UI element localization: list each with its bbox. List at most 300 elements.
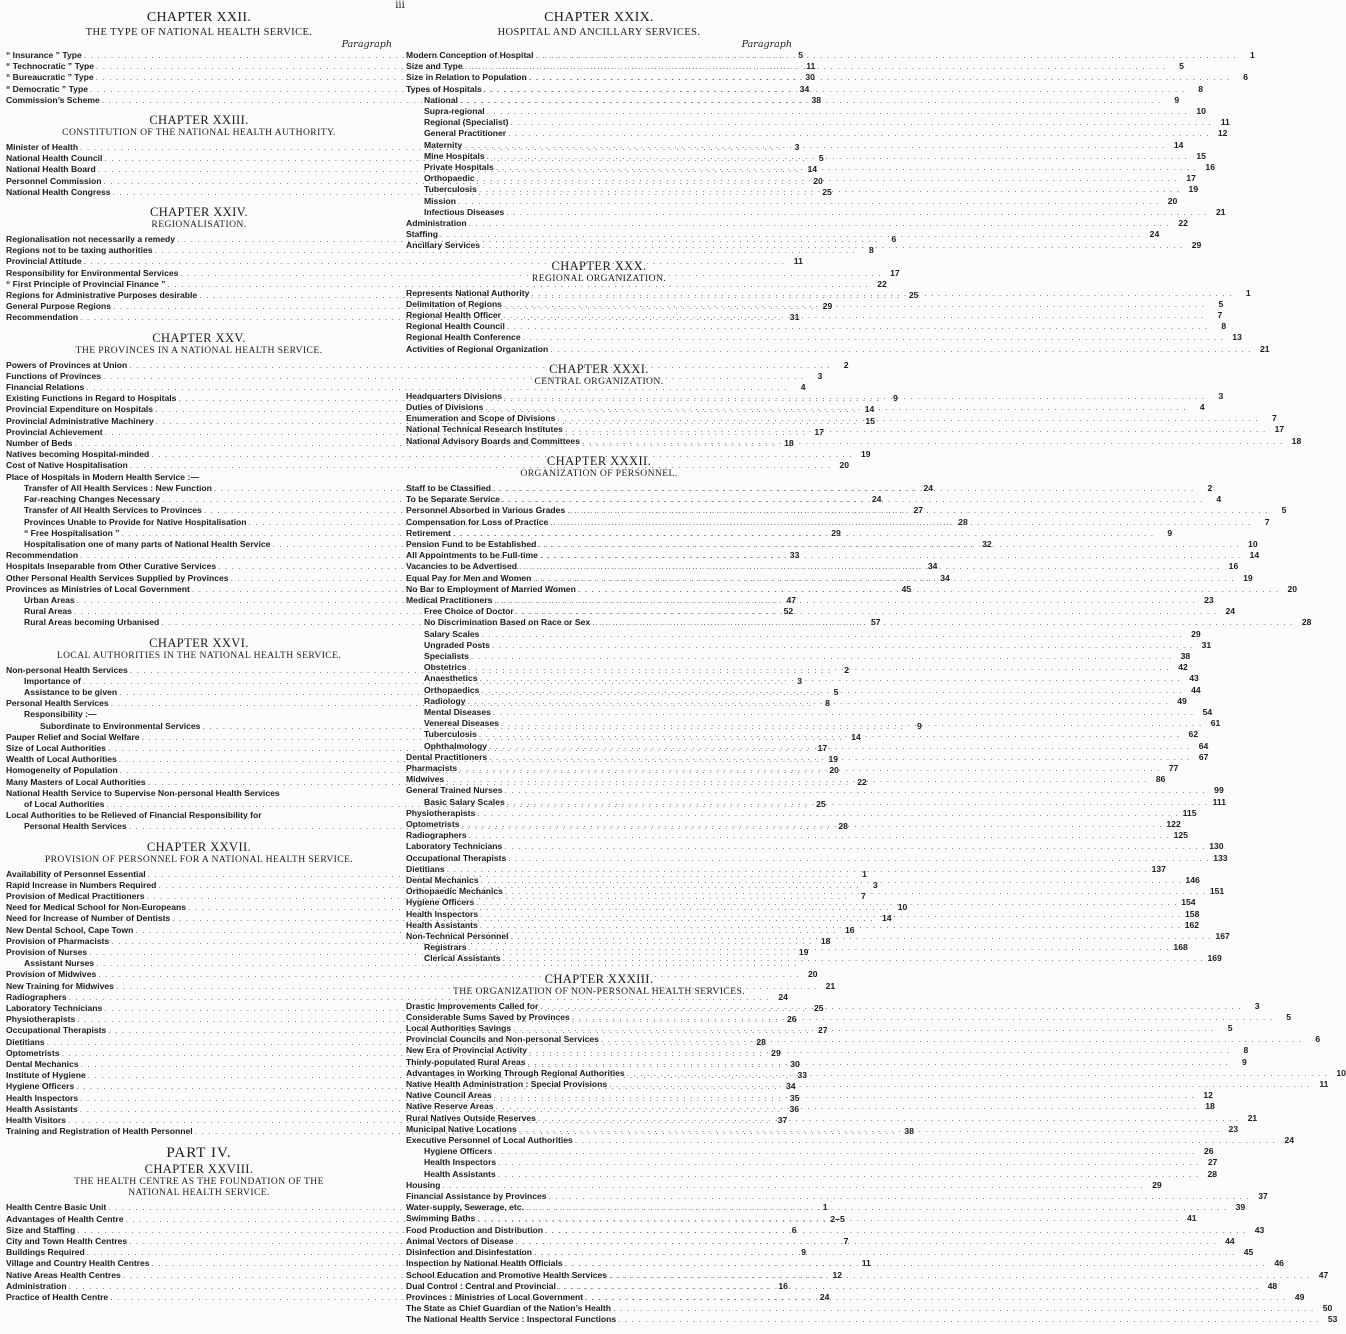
toc-entry xyxy=(406,1045,1249,1056)
toc-entry-paragraph: 43 xyxy=(1189,673,1199,684)
toc-entry-paragraph: 162 xyxy=(1184,919,1200,930)
toc-entry-title: Staffing xyxy=(406,229,438,240)
toc-entry-paragraph: 25 xyxy=(822,186,832,197)
toc-entry-title: Physiotherapists xyxy=(406,807,476,818)
toc-entry xyxy=(406,1112,1258,1124)
toc-entry xyxy=(406,195,1178,207)
toc-entry-paragraph: 21 xyxy=(1259,343,1270,354)
toc-entry-title: Native Council Areas xyxy=(406,1090,492,1101)
toc-entry-title: Provinces as Ministries of Local Government xyxy=(6,583,190,594)
dot-leader xyxy=(523,332,1224,343)
toc-entry-paragraph: 10 xyxy=(1336,1067,1346,1078)
toc-entry-paragraph: 167 xyxy=(1215,931,1230,942)
toc-entry-title: New Era of Provincial Activity xyxy=(406,1045,527,1056)
toc-entry xyxy=(406,1247,1254,1258)
toc-entry-title: Many Masters of Local Authorities xyxy=(6,776,146,787)
toc-entry-paragraph: 12 xyxy=(1217,128,1228,139)
chapter-title: LOCAL AUTHORITIES IN THE NATIONAL HEALTH SERVICE. xyxy=(56,649,342,661)
toc-entry-paragraph: 7 xyxy=(1264,516,1270,527)
toc-entry-title: Registrars xyxy=(424,942,467,953)
toc-entry-title: Financial Relations xyxy=(6,382,85,393)
toc-entry-title: Executive Personnel of Local Authorities xyxy=(406,1135,573,1146)
toc-entry-paragraph: 27 xyxy=(817,1025,828,1036)
toc-entry-paragraph: 5 xyxy=(798,50,804,60)
dot-leader xyxy=(501,718,1202,729)
toc-entry-paragraph: 25 xyxy=(908,290,919,301)
chapter-title: THE PROVINCES IN A NATIONAL HEALTH SERVICE. xyxy=(75,344,323,356)
toc-entry-paragraph: 5 xyxy=(1281,505,1287,516)
toc-entry-paragraph: 14 xyxy=(1249,550,1260,561)
chapter-heading: CHAPTER XXXII. xyxy=(546,453,652,468)
toc-entry-paragraph: 45 xyxy=(1243,1247,1254,1258)
toc-entry-title: Clerical Assistants xyxy=(424,953,501,964)
toc-entry-title: Native Areas Health Centres xyxy=(6,1269,121,1280)
dot-leader xyxy=(545,1225,1246,1236)
toc-entry-title: Thinly-populated Rural Areas xyxy=(406,1056,526,1067)
dot-leader xyxy=(487,106,1188,117)
toc-entry-title: Provinces Unable to Provide for Native Hospitalisation xyxy=(24,516,247,527)
paragraph-label: Paragraph xyxy=(341,39,392,50)
dot-leader xyxy=(582,436,1283,447)
toc-entry-title: Administration xyxy=(6,1280,67,1291)
toc-entry-paragraph: 4 xyxy=(800,382,806,393)
toc-entry xyxy=(406,1280,1278,1292)
toc-entry-paragraph: 34 xyxy=(927,561,938,572)
dot-leader xyxy=(572,1012,1273,1023)
toc-entry-paragraph: 29 xyxy=(1152,1179,1162,1190)
toc-entry-paragraph: 37 xyxy=(777,1115,788,1126)
toc-entry-title: Considerable Sums Saved by Provinces xyxy=(406,1011,570,1022)
toc-entry xyxy=(406,50,1255,61)
toc-entry-title: National Health Congress xyxy=(6,186,111,197)
toc-entry-title: Other Personal Health Services Supplied by Provinces xyxy=(6,572,229,583)
toc-entry-title: The National Health Service : Inspectoral Functions xyxy=(406,1314,617,1325)
toc-entry-paragraph: 24 xyxy=(1284,1135,1295,1146)
toc-entry-paragraph: 11 xyxy=(1319,1079,1329,1090)
toc-entry-paragraph: 2 xyxy=(1207,482,1213,493)
toc-entry-paragraph: 16 xyxy=(778,1280,788,1291)
toc-entry xyxy=(406,863,1166,875)
toc-entry-title: Rapid Increase in Numbers Required xyxy=(6,879,157,890)
chapter-title: THE ORGANIZATION OF NON-PERSONAL HEALTH SERVICES. xyxy=(452,985,746,997)
dot-leader xyxy=(529,72,1230,83)
toc-entry-paragraph: 1 xyxy=(822,1202,828,1213)
toc-entry-paragraph: 133 xyxy=(1213,852,1228,863)
toc-entry xyxy=(406,684,1201,696)
toc-entry-paragraph: 8 xyxy=(1198,83,1204,94)
toc-entry-title: Importance of xyxy=(24,675,81,686)
toc-entry-title: Provincial Councils and Non-personal Services xyxy=(406,1034,599,1045)
toc-entry-paragraph: 12 xyxy=(1203,1090,1213,1101)
dot-leader xyxy=(609,1270,1310,1281)
toc-entry-title: Housing xyxy=(406,1179,441,1190)
toc-entry xyxy=(6,958,392,969)
toc-entry xyxy=(6,788,392,799)
toc-entry-title: Headquarters Divisions xyxy=(406,390,502,401)
toc-entry-title: Advantages in Working Through Regional Authorities xyxy=(406,1067,625,1078)
dot-leader xyxy=(494,1090,1195,1101)
dot-leader xyxy=(469,662,1170,673)
toc-entry-title: National Technical Research Institutes xyxy=(406,424,563,435)
toc-entry-title: Minister of Health xyxy=(6,142,79,153)
toc-entry-paragraph: 35 xyxy=(789,1092,800,1103)
dot-leader xyxy=(550,344,1251,355)
toc-entry-paragraph: 15 xyxy=(1196,150,1206,161)
toc-entry-title: Pension Fund to be Established xyxy=(406,538,537,549)
toc-entry-title: Health Inspectors xyxy=(406,908,479,919)
toc-entry-title: Radiographers xyxy=(406,830,467,841)
toc-entry-title: Supra-regional xyxy=(424,106,485,117)
dot-leader xyxy=(480,920,1181,931)
toc-entry-title: Pharmacists xyxy=(406,762,458,773)
toc-entry-title: Modern Conception of Hospital xyxy=(406,50,534,60)
toc-entry-paragraph: 53 xyxy=(1327,1314,1338,1325)
toc-entry-paragraph: 46 xyxy=(1274,1258,1284,1269)
toc-entry-title: Functions of Provinces xyxy=(6,370,102,381)
toc-entry-title: General Practitioner xyxy=(424,128,507,139)
toc-entry-title: Dietitians xyxy=(406,863,445,874)
toc-entry xyxy=(406,229,1160,240)
dot-leader xyxy=(613,1303,1314,1314)
chapter-title: REGIONAL ORGANIZATION. xyxy=(531,272,667,284)
toc-entry-paragraph: 44 xyxy=(1191,684,1201,695)
toc-entry-paragraph: 2 xyxy=(844,664,850,675)
dot-leader xyxy=(592,617,1293,628)
toc-entry-title: Maternity xyxy=(424,139,463,150)
toc-entry-paragraph: 62 xyxy=(1188,729,1199,740)
dot-leader xyxy=(464,140,1165,151)
toc-entry xyxy=(406,1202,1246,1213)
toc-entry-paragraph: 16 xyxy=(1205,162,1215,173)
dot-leader xyxy=(459,763,1160,774)
toc-entry-paragraph: 30 xyxy=(805,72,815,83)
toc-entry-paragraph: 26 xyxy=(786,1014,797,1025)
toc-entry xyxy=(406,1191,1268,1202)
toc-entry-paragraph: 9 xyxy=(1167,527,1173,538)
toc-entry-paragraph: 1 xyxy=(1245,287,1251,298)
toc-entry-title: General Purpose Regions xyxy=(6,301,112,312)
toc-entry-paragraph: 33 xyxy=(789,550,800,561)
toc-entry-title: Responsibility for Environmental Services xyxy=(6,267,179,278)
toc-entry xyxy=(406,435,1302,447)
toc-entry-title: Orthopaedic xyxy=(424,173,475,184)
toc-entry-paragraph: 10 xyxy=(897,902,908,913)
toc-entry-paragraph: 14 xyxy=(851,731,861,742)
toc-entry-paragraph: 19 xyxy=(798,947,809,957)
toc-entry-paragraph: 6 xyxy=(891,234,897,245)
toc-entry-title: Represents National Authority xyxy=(406,287,530,298)
toc-entry-title: Provision of Pharmacists xyxy=(6,935,110,946)
part-heading: PART IV. xyxy=(166,1145,232,1162)
toc-entry-title: National Health Service to Supervise Non-personal Health Services xyxy=(6,787,280,798)
toc-entry xyxy=(406,919,1200,931)
dot-leader xyxy=(535,50,1236,61)
toc-entry-title: Health Assistants xyxy=(6,1103,78,1114)
toc-entry-paragraph: 9 xyxy=(916,720,922,731)
toc-entry-paragraph: 20 xyxy=(807,969,818,980)
dot-leader xyxy=(458,196,1159,207)
toc-entry-paragraph: 5 xyxy=(1218,298,1224,309)
chapter-heading: CHAPTER XXX. xyxy=(551,258,647,273)
toc-entry-paragraph: 122 xyxy=(1166,818,1181,829)
dot-leader xyxy=(503,310,1204,321)
toc-entry-paragraph: 49 xyxy=(1294,1291,1305,1302)
toc-entry-title: Rural Areas becoming Urbanised xyxy=(24,617,160,628)
toc-entry-paragraph: 28 xyxy=(958,516,968,527)
toc-entry-paragraph: 9 xyxy=(1174,94,1180,105)
toc-entry-paragraph: 6 xyxy=(791,1224,797,1235)
toc-entry-title: Types of Hospitals xyxy=(406,83,482,94)
toc-entry xyxy=(406,1303,1333,1314)
toc-entry-title: Responsibility :— xyxy=(24,709,97,720)
chapter-heading: CHAPTER XXIII. xyxy=(149,113,249,128)
chapter-title: CONSTITUTION OF THE NATIONAL HEALTH AUTHORITY. xyxy=(62,127,336,139)
toc-entry-title: Enumeration and Scope of Divisions xyxy=(406,413,556,424)
chapter-title: ORGANIZATION OF PERSONNEL. xyxy=(520,467,678,479)
toc-entry-title: Mental Diseases xyxy=(424,706,491,717)
toc-entry-title: Administration xyxy=(406,218,467,229)
toc-entry-paragraph: 23 xyxy=(1204,594,1214,605)
toc-entry-title: Existing Functions in Regard to Hospitals xyxy=(6,393,177,404)
toc-entry-title: Optometrists xyxy=(406,818,460,829)
toc-entry-title: Financial Assistance by Provinces xyxy=(406,1191,547,1202)
dot-leader xyxy=(481,685,1182,696)
toc-entry-paragraph: 29 xyxy=(771,1047,781,1058)
toc-entry-title: No Discrimination Based on Race or Sex xyxy=(424,617,591,628)
dot-leader xyxy=(492,640,1193,651)
toc-entry-title: Wealth of Local Authorities xyxy=(6,754,117,765)
toc-entry-title: Size in Relation to Population xyxy=(406,72,527,83)
spacer xyxy=(6,198,392,205)
toc-entry xyxy=(406,128,1228,139)
toc-entry-paragraph: 17 xyxy=(817,742,828,753)
spacer xyxy=(6,1137,392,1144)
toc-entry-paragraph: 26 xyxy=(1203,1146,1214,1157)
toc-entry-title: Ophthalmology xyxy=(424,740,488,751)
toc-entry-title: Regions for Administrative Purposes desirable xyxy=(6,290,198,301)
toc-entry-paragraph: 15 xyxy=(865,415,875,426)
toc-entry-paragraph: 61 xyxy=(1210,718,1221,729)
toc-entry xyxy=(6,472,392,483)
toc-entry-paragraph: 24 xyxy=(1149,229,1160,240)
toc-entry-paragraph: 28 xyxy=(838,821,848,832)
toc-entry-paragraph: 10 xyxy=(1248,538,1258,549)
spacer xyxy=(406,252,792,259)
dot-leader xyxy=(558,1281,1259,1292)
dot-leader xyxy=(487,151,1188,162)
dot-leader xyxy=(567,505,1268,516)
toc-entry-paragraph: 24 xyxy=(778,991,788,1002)
toc-entry-title: Personal Health Services xyxy=(24,821,127,832)
toc-entry-title: Provincial Administrative Machinery xyxy=(6,415,154,426)
toc-entry-title: Inspection by National Health Officials xyxy=(406,1258,563,1269)
toc-entry xyxy=(406,150,1206,162)
dot-leader xyxy=(479,729,1180,740)
toc-entry-paragraph: 37 xyxy=(1258,1191,1268,1202)
toc-entry-paragraph: 30 xyxy=(790,1059,800,1070)
toc-entry-title: No Bar to Employment of Married Women xyxy=(406,583,576,594)
toc-entry-title: Size and Staffing xyxy=(6,1224,76,1235)
toc-entry xyxy=(406,1314,1338,1325)
toc-entry-paragraph: 20 xyxy=(1167,195,1178,206)
dot-leader xyxy=(565,1258,1266,1269)
toc-entry-paragraph: 34 xyxy=(785,1081,796,1092)
toc-entry xyxy=(406,841,1224,852)
toc-entry-title: Activities of Regional Organization xyxy=(406,343,549,354)
toc-entry-title: Provision of Midwives xyxy=(6,969,97,980)
toc-entry-paragraph: 48 xyxy=(1267,1280,1278,1291)
toc-entry-paragraph: 24 xyxy=(1225,606,1236,617)
toc-entry-title: Native Reserve Areas xyxy=(406,1101,494,1112)
chapter-title: THE TYPE OF NATIONAL HEALTH SERVICE. xyxy=(85,27,313,38)
toc-entry xyxy=(406,117,1230,128)
toc-entry-paragraph: 19 xyxy=(828,754,839,765)
toc-entry-paragraph: 169 xyxy=(1207,953,1222,964)
toc-entry-title: Hygiene Officers xyxy=(406,897,475,908)
toc-entry-title: Natives becoming Hospital-minded xyxy=(6,449,150,460)
toc-entry-title: Hygiene Officers xyxy=(6,1081,75,1092)
dot-leader xyxy=(469,218,1170,229)
dot-leader xyxy=(469,942,1170,953)
page-number: iii xyxy=(395,0,405,11)
toc-entry-title: Regional Health Conference xyxy=(406,332,521,343)
toc-entry-title: School Education and Promotive Health Services xyxy=(406,1269,608,1280)
toc-entry-paragraph: 99 xyxy=(1214,785,1224,796)
toc-entry-title: Institute of Hygiene xyxy=(6,1070,86,1081)
toc-entry-title: Drastic Improvements Called for xyxy=(406,1000,539,1011)
toc-entry-paragraph: 16 xyxy=(1228,561,1239,572)
dot-leader xyxy=(504,391,1205,402)
toc-entry-paragraph: 77 xyxy=(1168,762,1179,773)
toc-entry-title: Recommendation xyxy=(6,550,79,561)
toc-entry-title: Training and Registration of Health Personnel xyxy=(6,1126,193,1137)
toc-entry-paragraph: 14 xyxy=(1173,139,1184,150)
toc-entry xyxy=(406,106,1206,117)
dot-leader xyxy=(453,528,1154,539)
toc-entry-title: Regional Health Officer xyxy=(406,310,502,321)
toc-entry-paragraph: 13 xyxy=(1232,332,1242,343)
toc-entry-title: Orthopaedics xyxy=(424,684,480,695)
dot-leader xyxy=(477,173,1178,184)
dot-leader xyxy=(496,1101,1197,1112)
chapter-heading: CHAPTER XXIV. xyxy=(149,205,249,220)
toc-entry xyxy=(6,382,806,393)
toc-entry-paragraph: 23 xyxy=(1228,1123,1239,1134)
dot-leader xyxy=(465,61,1166,72)
dot-leader xyxy=(447,864,1148,875)
toc-entry-title: Rural Natives Outside Reserves xyxy=(406,1112,536,1123)
toc-entry-paragraph: 64 xyxy=(1198,740,1209,751)
toc-entry xyxy=(406,321,1227,332)
chapter-heading: CHAPTER XXVI. xyxy=(149,635,249,650)
toc-entry-paragraph: 8 xyxy=(1221,321,1227,332)
toc-entry-paragraph: 31 xyxy=(1201,639,1212,650)
toc-entry-paragraph: 45 xyxy=(901,583,912,594)
dot-leader xyxy=(494,595,1195,606)
toc-entry-paragraph: 28 xyxy=(1301,617,1312,628)
dot-leader xyxy=(505,886,1206,897)
toc-entry-title: Tuberculosis xyxy=(424,729,477,740)
toc-entry-paragraph: 17 xyxy=(814,426,824,437)
toc-entry-title: Cost of Native Hospitalisation xyxy=(6,460,128,471)
toc-entry-paragraph: 20 xyxy=(839,460,850,471)
chapter-title: REGIONALISATION. xyxy=(151,219,247,231)
toc-entry-paragraph: 24 xyxy=(819,1292,830,1303)
toc-entry xyxy=(406,673,1199,684)
chapter-title: NATIONAL HEALTH SERVICE. xyxy=(128,1187,270,1199)
toc-entry-title: Health Assistants xyxy=(406,919,478,930)
toc-entry-title: Personal Health Services xyxy=(6,698,109,709)
toc-entry xyxy=(6,449,871,460)
toc-entry-title: Regions not to be taxing authorities xyxy=(6,245,153,256)
toc-entry-paragraph: 168 xyxy=(1173,942,1188,953)
toc-entry-title: City and Town Health Centres xyxy=(6,1236,128,1247)
dot-leader xyxy=(481,629,1182,640)
toc-entry-paragraph: 7 xyxy=(860,890,866,901)
toc-entry-title: Size and Type xyxy=(406,61,463,72)
dot-leader xyxy=(529,1045,1230,1056)
toc-entry-title: Mission xyxy=(424,195,456,206)
toc-entry-paragraph: 5 xyxy=(1227,1023,1233,1034)
toc-entry-title: Local Authorities to be Relieved of Financial Responsibility for xyxy=(6,810,262,821)
dot-leader xyxy=(504,299,1205,310)
dot-leader xyxy=(538,1113,1239,1124)
toc-entry-paragraph: 20 xyxy=(829,765,839,776)
toc-entry xyxy=(406,886,1225,897)
toc-entry-title: Non-personal Health Services xyxy=(6,664,128,675)
toc-entry-title: Number of Beds xyxy=(6,438,73,449)
dot-leader xyxy=(496,162,1197,173)
toc-entry-title: Basic Salary Scales xyxy=(424,796,505,807)
toc-entry-paragraph: 52 xyxy=(783,606,794,617)
toc-entry-title: Assistant Nurses xyxy=(24,958,95,969)
toc-entry-title: Private Hospitals xyxy=(424,162,494,173)
chapter-heading: CHAPTER XXXI. xyxy=(549,361,649,376)
toc-entry-paragraph: 6 xyxy=(1315,1034,1321,1045)
dot-leader xyxy=(502,494,1203,505)
dot-leader xyxy=(519,561,1220,572)
dot-leader xyxy=(557,413,1258,424)
toc-entry-title: The State as Chief Guardian of the Nation’s Health xyxy=(406,1303,612,1314)
toc-entry-title: Personnel Absorbed in Various Grades xyxy=(406,505,566,516)
toc-entry-paragraph: 3 xyxy=(797,675,803,686)
toc-entry-paragraph: 146 xyxy=(1185,875,1200,885)
toc-entry-paragraph: 29 xyxy=(831,527,841,538)
toc-entry xyxy=(406,343,1270,355)
spacer xyxy=(406,355,792,362)
toc-entry xyxy=(406,1146,1214,1157)
chapter-heading: CHAPTER XXVIII. xyxy=(144,1162,254,1177)
toc-entry xyxy=(406,606,1236,617)
toc-entry xyxy=(406,240,1202,251)
toc-entry-title: Equal Pay for Men and Women xyxy=(406,572,532,583)
chapter-heading: CHAPTER XXXIII. xyxy=(544,971,654,986)
toc-entry-title: Mine Hospitals xyxy=(424,150,485,161)
toc-entry-paragraph: 21 xyxy=(1215,206,1226,217)
toc-entry-paragraph: 14 xyxy=(881,913,892,924)
dot-leader xyxy=(534,1247,1235,1258)
dot-leader xyxy=(526,1202,1227,1213)
toc-entry-paragraph: 11 xyxy=(793,256,803,267)
dot-leader xyxy=(609,1079,1310,1090)
toc-entry-paragraph: 21 xyxy=(1247,1112,1258,1123)
dot-leader xyxy=(460,95,1161,106)
toc-entry-paragraph: 18 xyxy=(820,935,831,946)
toc-entry-paragraph: 8 xyxy=(869,245,874,256)
toc-entry-paragraph: 38 xyxy=(811,94,822,105)
toc-entry-paragraph: 9 xyxy=(892,393,898,404)
toc-entry-paragraph: 5 xyxy=(818,153,824,164)
